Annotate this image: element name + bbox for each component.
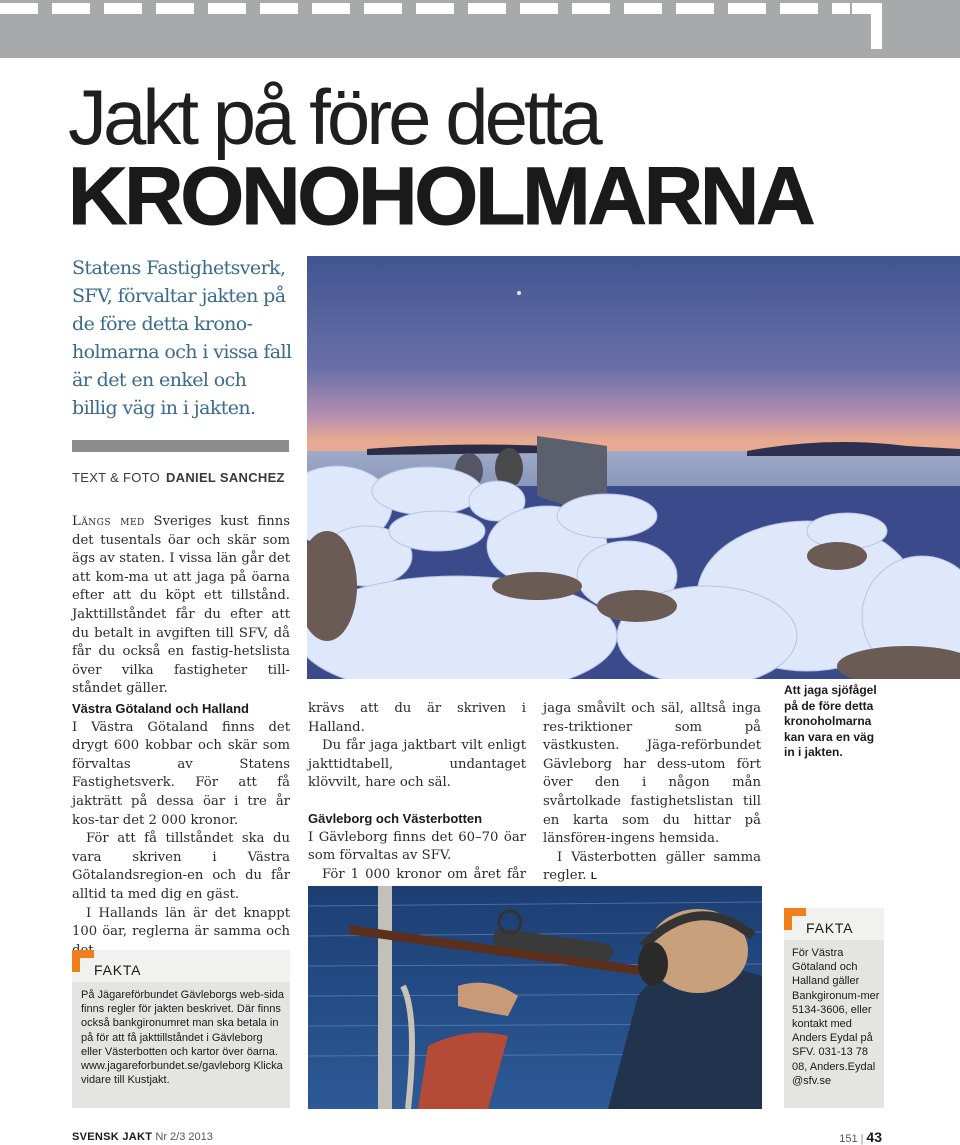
col2-paragraph: I Gävleborg finns det 60–70 öar som förvaltas av SFV. [308, 829, 526, 864]
dashed-decoration [0, 3, 850, 14]
col3-paragraph: jaga småvilt och säl, alltså inga res-triktioner som på västkusten. Jäga-reförbundet Gävleborg har dess-utom fört över den i någon mån svårtolkade fastighetslistan till en karta som du hittar på länsförен-ingens hemsida. [543, 701, 761, 847]
col3-paragraph [543, 849, 761, 887]
orange-corner-icon [784, 908, 806, 930]
byline-label: TEXT & FOTO [72, 470, 161, 485]
corner-bracket-decoration [852, 3, 882, 49]
footer-publication [72, 1131, 213, 1143]
column-3 [543, 700, 761, 887]
ingress: Statens Fastighetsverk, SFV, förvaltar jakten på de före detta krono-holmarna och i vissa fall är det en enkel och billig väg in i jakten. [72, 257, 292, 419]
divider-bar [72, 440, 289, 452]
magazine-name: SVENSK JAKT [72, 1131, 153, 1143]
issue-number: Nr 2/3 2013 [155, 1131, 213, 1143]
headline-line1: Jakt på före detta [68, 73, 599, 161]
fakta-box-gavleborg [72, 950, 290, 1108]
col3-last-sentence: I Västerbotten gäller samma regler. [543, 849, 761, 884]
section1-paragraph: I Västra Götaland finns det drygt 600 kobbar och skär som förvaltas av Statens Fastighetsverk. För att få jakträtt på dessa öar i tre år kos-tar det 2 000 kronor. [72, 719, 290, 828]
intro-lead: Längs med [72, 514, 145, 529]
pull-quote: Att jaga sjöfågel på de före detta kronoholmarna kan vara en väg in i jakten. [784, 683, 877, 759]
byline-author: DANIEL SANCHEZ [165, 470, 285, 485]
headline-line2: KRONOHOLMARNA [68, 151, 813, 242]
section2-heading: Gävleborg och Västerbotten [308, 810, 483, 826]
page-number: 43 [866, 1129, 882, 1145]
section-vastra-gotaland [72, 700, 290, 960]
section1-heading: Västra Götaland och Halland [72, 701, 249, 716]
fakta-box-vastra-gotaland [784, 908, 884, 1108]
page-separator: | [860, 1133, 864, 1145]
end-mark: L [590, 871, 597, 883]
col2-paragraph: Du får jaga jaktbart vilt enligt jakttidtabell, undantaget klövvilt, hare och säl. [308, 738, 526, 791]
fakta-header [784, 908, 884, 940]
page-number-small: 151 [839, 1133, 858, 1145]
orange-corner-icon [72, 950, 94, 972]
top-banner [0, 0, 960, 58]
col2-paragraph: För 1 000 kronor om året får [322, 866, 526, 882]
intro-paragraph [72, 513, 290, 699]
footer-page-number [839, 1129, 882, 1145]
fakta-header [72, 950, 290, 982]
fakta-title: FAKTA [94, 962, 142, 978]
byline [72, 470, 285, 485]
column-2 [308, 700, 526, 903]
section1-paragraph: För att få tillståndet ska du vara skriven i Västra Götalandsregion-en och du får alltid ta med dig en gäst. [72, 831, 290, 902]
col2-paragraph: krävs att du är skriven i Halland. [308, 701, 526, 735]
fakta-body: För Västra Götaland och Halland gäller Bankgironum-mer 5134-3606, eller kontakt med Anders Eydal på SFV. 031-13 78 08, Anders.Eydal @sfv.se [792, 947, 880, 1087]
fakta-body: På Jägareförbundet Gävleborgs web-sida finns regler för jakten beskrivet. Där finns också bankgironumret man ska betala in på för att få jakttillståndet i Gävleborg eller Västerbotten och kartor över öarna. www.jagareforbundet.se/gavleborg Klicka vidare till Kustjakt. [81, 989, 285, 1087]
intro-text: Sveriges kust finns det tusentals öar och skär som ägs av staten. I vissa län går det att kom-ma ut att jaga på öarna efter att du köpt ett tillstånd. Jakttillståndet får du efter att du betalt in avgiften till SFV, då får du också en fastig-hetslista över vilka fastigheter till-ståndet gäller. [72, 514, 290, 697]
section1-paragraph: I Hallands län är det knappt 100 öar, reglerna är samma och [72, 905, 290, 940]
fakta-title: FAKTA [806, 920, 854, 936]
photo-hunter-with-rifle [308, 886, 762, 1109]
main-photo-snowy-shore [307, 256, 960, 679]
